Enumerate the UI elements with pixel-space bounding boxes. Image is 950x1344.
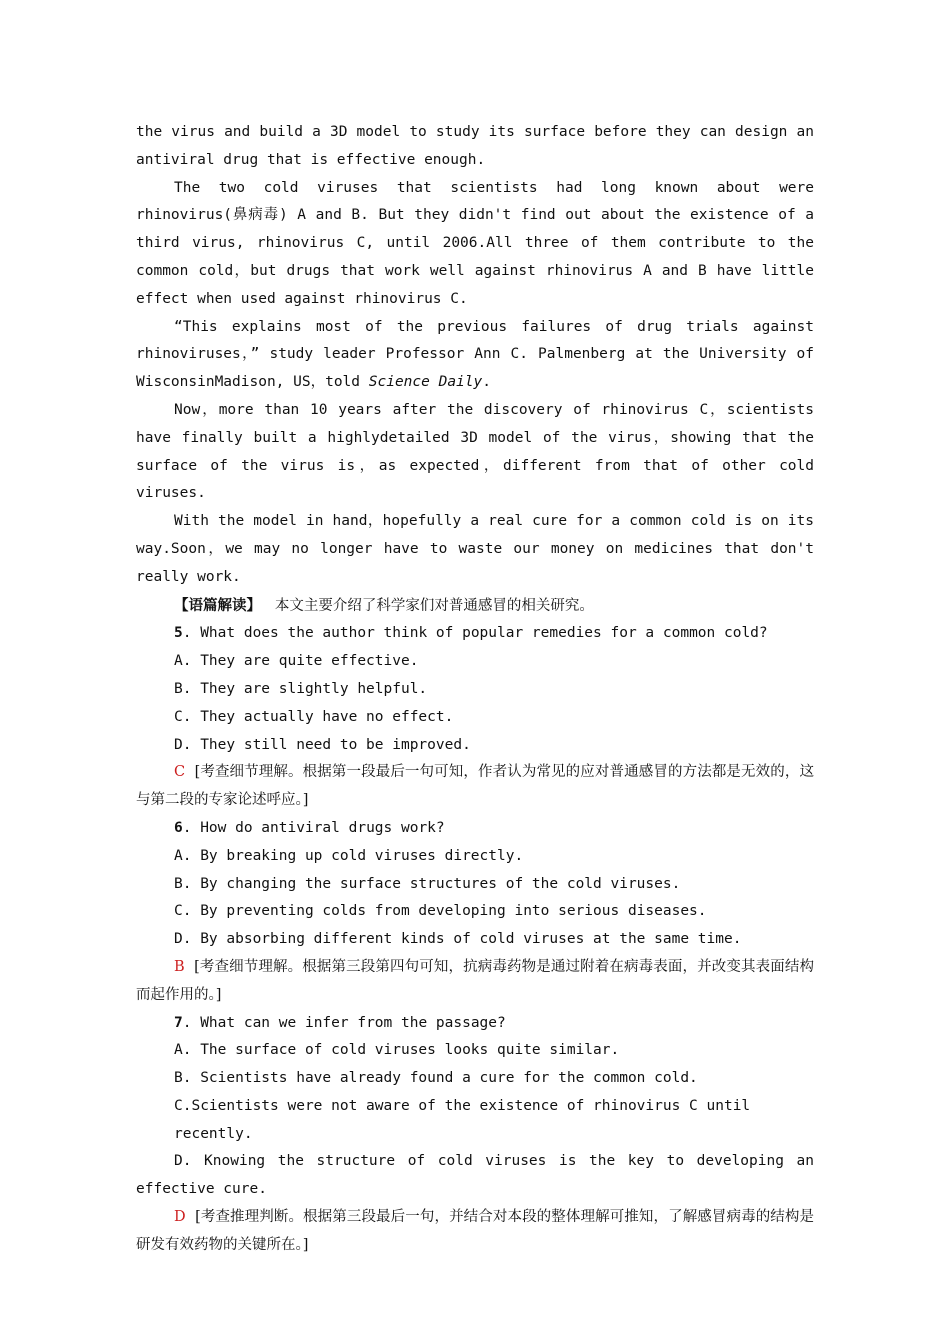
question-stem: 5. What does the author think of popular remedies for a common cold? xyxy=(174,625,768,642)
passage-paragraph-3d-model: Now，more than 10 years after the discovery of rhinovirus C，scientists have finally built a highlydetailed 3D model of the virus，showing that the surface of the virus is，as expected，different from that of other cold viruses. xyxy=(136,401,814,502)
option-d: D. By absorbing different kinds of cold viruses at the same time. xyxy=(174,931,742,948)
question-number: 7 xyxy=(174,1014,183,1031)
document-page xyxy=(136,119,814,1260)
passage-paragraph-quote xyxy=(136,314,814,397)
quote-end: . xyxy=(482,374,491,391)
option-c: C. By preventing colds from developing into serious diseases. xyxy=(174,903,707,920)
option-b: B. By changing the surface structures of the cold viruses. xyxy=(174,875,681,892)
option-c: C. They actually have no effect. xyxy=(174,708,454,725)
passage-paragraph-continued: the virus and build a 3D model to study its surface before they can design an antiviral drug that is effective enough. xyxy=(136,124,814,168)
answer-explanation xyxy=(136,759,814,815)
explanation-text: [考查推理判断。根据第三段最后一句，并结合对本段的整体理解可推知，了解感冒病毒的结构是研发有效药物的关键所在。] xyxy=(136,1209,815,1253)
question-stem: 6. How do antiviral drugs work? xyxy=(174,819,445,836)
option-b: B. They are slightly helpful. xyxy=(174,680,428,697)
option-a: A. By breaking up cold viruses directly. xyxy=(174,847,524,864)
quote-text: “This explains most of the previous failures of drug trials against rhinoviruses，” study leader Professor Ann C. Palmenberg at the University of WisconsinMadison, US，told xyxy=(136,318,814,391)
option-a: A. They are quite effective. xyxy=(174,653,419,670)
question-text: How do antiviral drugs work? xyxy=(200,819,445,836)
summary-label: 【语篇解读】 xyxy=(174,596,261,614)
passage-paragraph-rhinoviruses: The two cold viruses that scientists had long known about were rhinovirus(鼻病毒) A and B. But they didn't find out about the existence of a third virus, rhinovirus C, until 2006.All three of them contribute to the common cold，but drugs that work well against rhinovirus A and B have little effect when used against rhinovirus C. xyxy=(136,179,814,307)
answer-explanation xyxy=(136,954,814,1010)
answer-letter: C xyxy=(174,764,186,781)
answer-letter: B xyxy=(174,958,185,975)
option-d: D. They still need to be improved. xyxy=(174,736,471,753)
question-number: 6 xyxy=(174,819,183,836)
passage-paragraph-conclusion: With the model in hand，hopefully a real cure for a common cold is on its way.Soon，we may no longer have to waste our money on medicines that don't really work. xyxy=(136,513,814,585)
option-b: B. Scientists have already found a cure for the common cold. xyxy=(174,1070,698,1087)
answer-explanation xyxy=(136,1204,814,1260)
option-c: C.Scientists were not aware of the existence of rhinovirus C until recently. xyxy=(174,1097,751,1142)
question-stem: 7. What can we infer from the passage? xyxy=(174,1014,506,1031)
option-d: D. Knowing the structure of cold viruses is the key to developing an effective cure. xyxy=(136,1153,814,1198)
summary xyxy=(136,592,814,621)
option-a: A. The surface of cold viruses looks quite similar. xyxy=(174,1042,620,1059)
source-name: Science Daily xyxy=(368,374,483,391)
question-text: What does the author think of popular remedies for a common cold? xyxy=(200,625,768,642)
explanation-text: [考查细节理解。根据第三段第四句可知，抗病毒药物是通过附着在病毒表面，并改变其表面结构而起作用的。] xyxy=(136,958,814,1003)
question-text: What can we infer from the passage? xyxy=(200,1014,506,1031)
explanation-text: [考查细节理解。根据第一段最后一句可知，作者认为常见的应对普通感冒的方法都是无效的，这与第二段的专家论述呼应。] xyxy=(136,764,815,809)
summary-text: 本文主要介绍了科学家们对普通感冒的相关研究。 xyxy=(274,597,594,614)
answer-letter: D xyxy=(174,1209,186,1226)
question-number: 5 xyxy=(174,625,183,642)
